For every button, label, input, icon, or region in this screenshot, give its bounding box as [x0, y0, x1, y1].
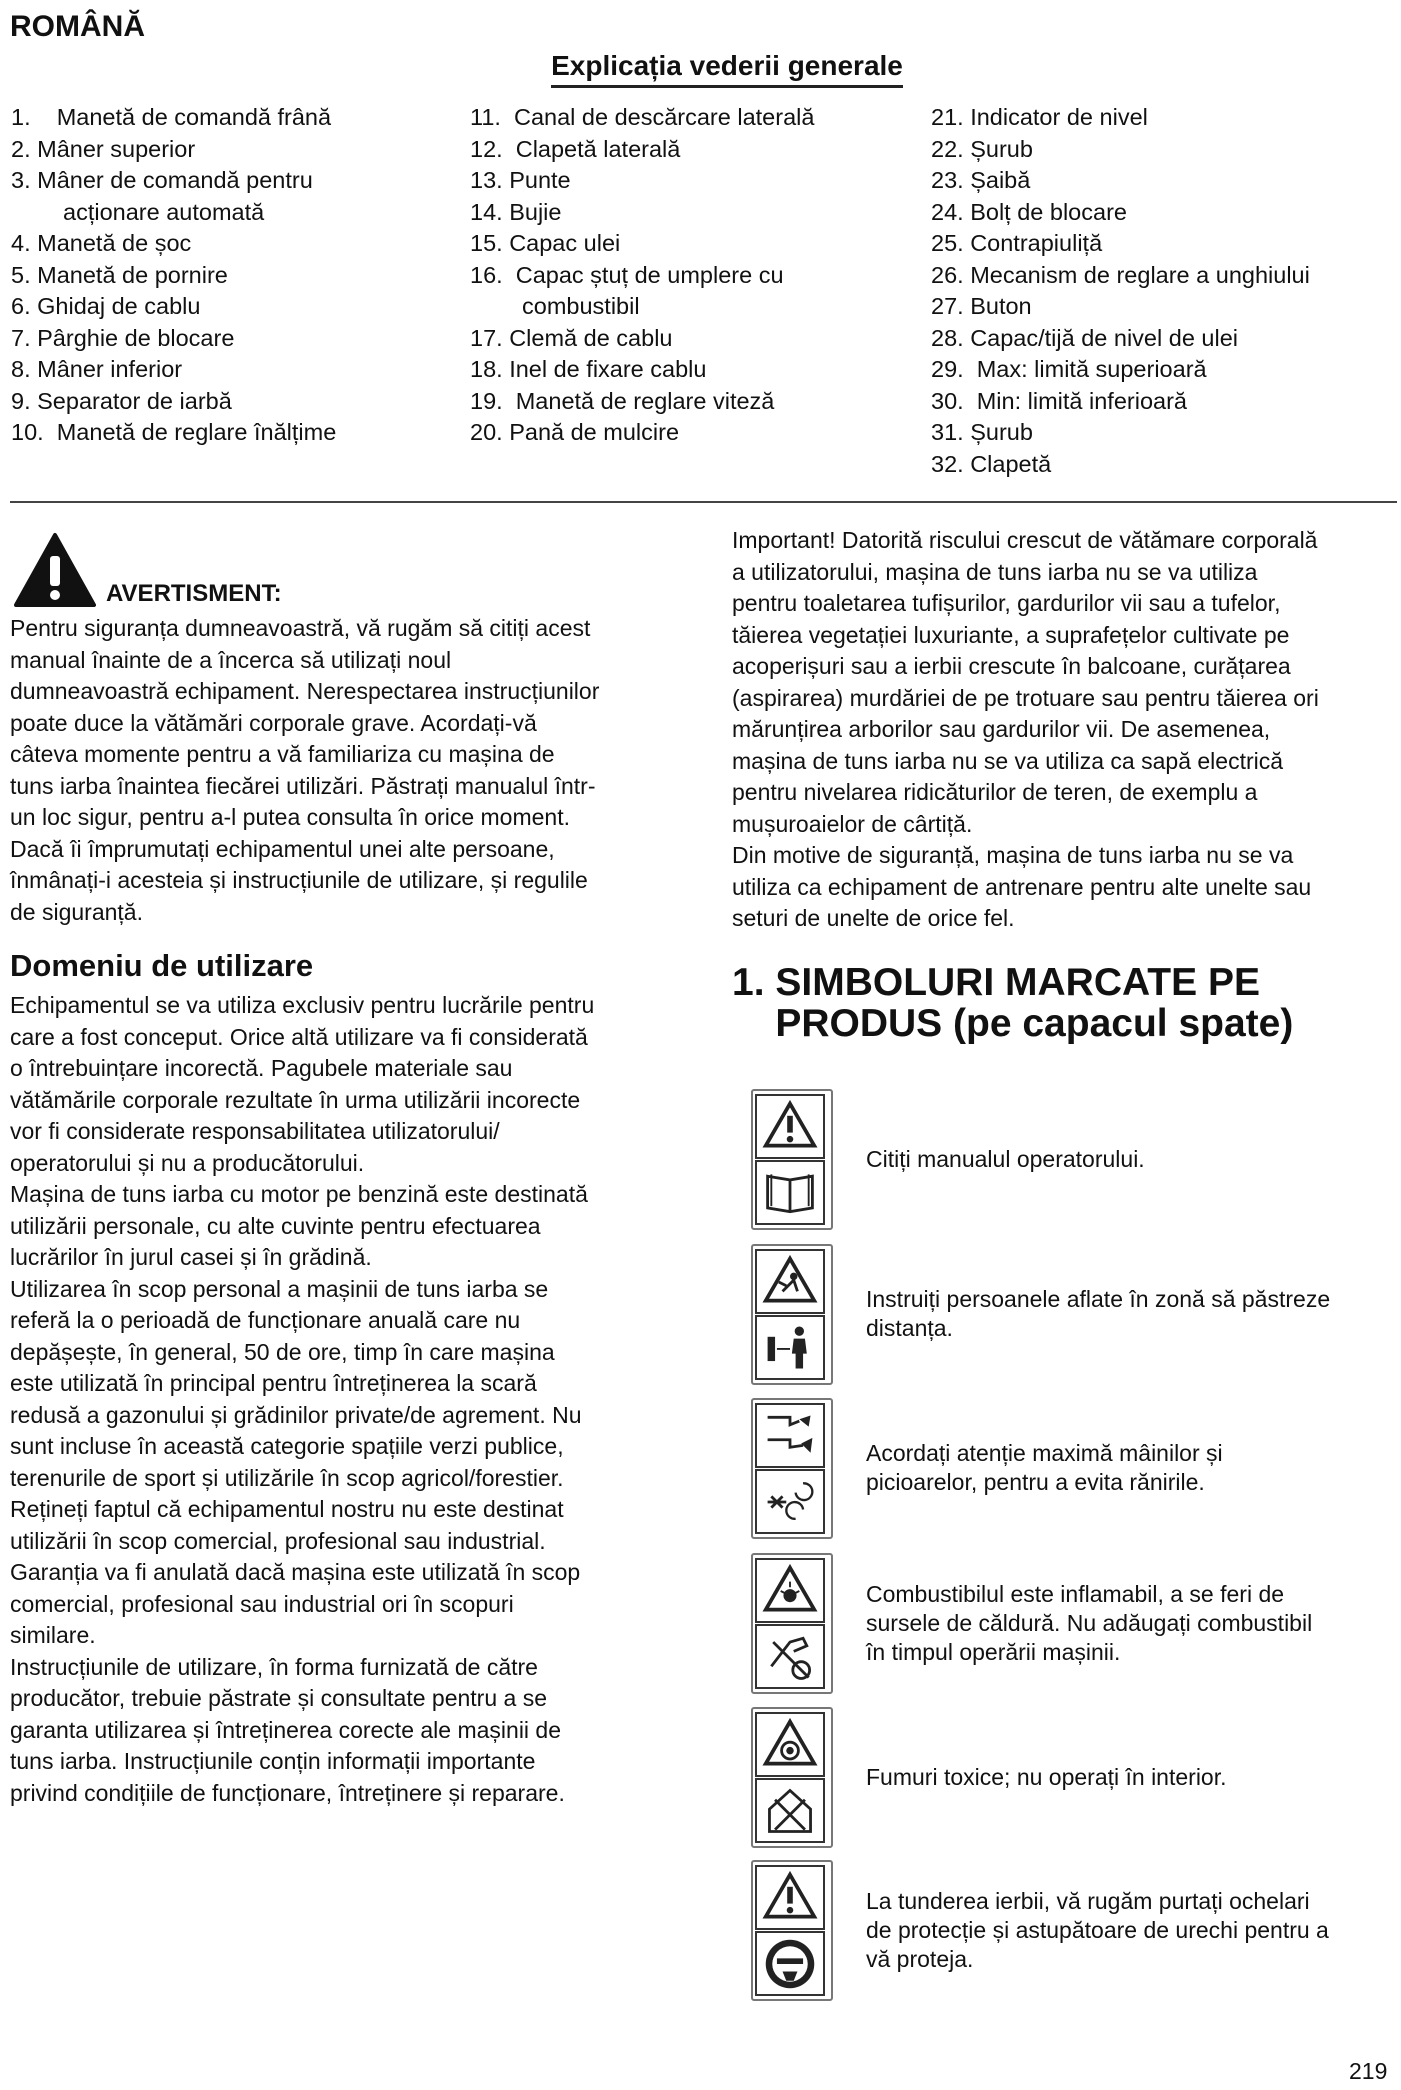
- symbol-icon-group: [751, 1553, 833, 1694]
- text-line: comercial, profesional sau industrial ori în scopuri: [10, 1590, 514, 1617]
- legend-item: 5. Manetă de pornire: [11, 261, 228, 288]
- warning-text: [10, 613, 599, 928]
- text-line: manual înainte de a încerca să utilizați noul: [10, 646, 452, 673]
- text-line: mărunțirea arborilor sau gardurilor vii. De asemenea,: [732, 716, 1271, 742]
- symbol-icon-group: [751, 1860, 833, 2001]
- text-line: dumneavoastră echipament. Nerespectarea instrucțiunilor: [10, 678, 600, 704]
- symbol-description: Citiți manualul operatorului.: [866, 1145, 1145, 1172]
- legend-item: 19. Manetă de reglare viteză: [470, 387, 775, 414]
- text-line: vor fi considerate responsabilitatea utilizatorului/: [10, 1118, 500, 1144]
- overview-title: [0, 50, 1401, 82]
- text-line: Mașina de tuns iarba cu motor pe benzină este destinată: [10, 1181, 588, 1207]
- text-line: similare.: [10, 1622, 96, 1648]
- text-line: utilizării personale, cu alte cuvinte pentru efectuarea: [10, 1212, 541, 1239]
- text-line: redusă a gazonului și grădinilor private/de agrement. Nu: [10, 1401, 582, 1428]
- text-line: poate duce la vătămări corporale grave. Acordați-vă: [10, 709, 537, 736]
- legend-item: 12. Clapetă laterală: [470, 135, 681, 162]
- no-indoor-operation-icon: [755, 1778, 825, 1843]
- legend-item: 10. Manetă de reglare înălțime: [11, 419, 337, 445]
- legend-item: 32. Clapetă: [931, 450, 1052, 477]
- legend-item: 1. Manetă de comandă frână: [11, 104, 332, 130]
- symbol-icon-group: [751, 1707, 833, 1848]
- legend-item: 2. Mâner superior: [11, 135, 196, 162]
- text-line: tuns iarba. Instrucțiunile conțin informații importante: [10, 1748, 536, 1774]
- text-line: tăierea vegetației luxuriante, a suprafețelor cultivate pe: [732, 621, 1290, 648]
- text-line: care a fost conceput. Orice altă utilizare va fi considerată: [10, 1023, 588, 1050]
- text-line: Rețineți faptul că echipamentul nostru nu este destinat: [10, 1496, 564, 1522]
- page-number: 219: [1349, 2058, 1388, 2084]
- legend-column-2: [470, 102, 814, 449]
- symbol-description: Combustibilul este inflamabil, a se feri de sursele de căldură. Nu adăugați combustibil în timpul operării mașinii.: [866, 1580, 1313, 1665]
- text-line: Utilizarea în scop personal a mașinii de tuns iarba se: [10, 1275, 549, 1302]
- legend-item: 15. Capac ulei: [470, 230, 621, 256]
- legend-item: 17. Clemă de cablu: [470, 324, 673, 351]
- text-line: seturi de unelte de orice fel.: [732, 905, 1015, 931]
- symbol-description: Fumuri toxice; nu operați în interior.: [866, 1763, 1227, 1790]
- legend-item: 7. Pârghie de blocare: [11, 324, 235, 351]
- text-line: privind condițiile de funcționare, întreținere și reparare.: [10, 1779, 565, 1806]
- text-line: vătămările corporale rezultate în urma utilizării incorecte: [10, 1086, 581, 1113]
- legend-item: 30. Min: limită inferioară: [931, 387, 1187, 414]
- text-line: garanta utilizarea și întreținerea corecte ale mașinii de: [10, 1716, 562, 1743]
- legend-item: 4. Manetă de șoc: [11, 230, 192, 256]
- text-line: sunt incluse în această categorie spațiile verzi publice,: [10, 1433, 564, 1459]
- keep-distance-icon: [755, 1315, 825, 1380]
- text-line: a utilizatorului, mașina de tuns iarba nu se va utiliza: [732, 558, 1258, 585]
- domeniu-text: [10, 990, 594, 1809]
- legend-item: 9. Separator de iarbă: [11, 387, 232, 414]
- legend-item: 23. Șaibă: [931, 167, 1031, 193]
- text-line: un loc sigur, pentru a-l putea consulta în orice moment.: [10, 804, 570, 830]
- legend-item: 24. Bolț de blocare: [931, 198, 1127, 225]
- legend-item: 25. Contrapiuliță: [931, 230, 1103, 256]
- warning-title: AVERTISMENT:: [106, 580, 282, 607]
- text-line: producător, trebuie păstrate și consultate pentru a se: [10, 1685, 547, 1711]
- legend-item: 21. Indicator de nivel: [931, 104, 1148, 130]
- text-line: de siguranță.: [10, 898, 143, 925]
- warning-triangle-icon: [755, 1865, 825, 1930]
- eye-ear-protection-icon: [755, 1931, 825, 1996]
- domeniu-heading: Domeniu de utilizare: [10, 948, 314, 983]
- symbols-heading-line-2: PRODUS (pe capacul spate): [732, 1002, 1294, 1045]
- symbol-description: Instruiți persoanele aflate în zonă să păstreze distanța.: [866, 1286, 1331, 1341]
- text-line: tuns iarba înaintea fiecărei utilizări. Păstrați manualul într-: [10, 772, 596, 799]
- text-line: este utilizată în principal pentru întreținerea la scară: [10, 1370, 537, 1396]
- text-line: (aspirarea) murdăriei de pe trotuare sau pentru tăierea ori: [732, 684, 1319, 711]
- legend-item: 28. Capac/tijă de nivel de ulei: [931, 324, 1239, 351]
- text-line: acoperișuri sau a ierbii crescute în balcoane, curățarea: [732, 653, 1291, 679]
- text-line: Garanția va fi anulată dacă mașina este utilizată în scop: [10, 1559, 581, 1585]
- hand-foot-cut-icon: [755, 1403, 825, 1468]
- text-line: Dacă îi împrumutați echipamentul unei alte persoane,: [10, 835, 555, 862]
- text-line: pentru toaletarea tufișurilor, gardurilor vii sau a tufelor,: [732, 590, 1281, 616]
- legend-item: 20. Pană de mulcire: [470, 419, 680, 445]
- text-line: terenurile de sport și utilizările în scop agricol/forestier.: [10, 1464, 564, 1491]
- legend-item: 14. Bujie: [470, 198, 562, 225]
- symbol-icon-group: [751, 1398, 833, 1539]
- legend-item: 31. Șurub: [931, 419, 1033, 445]
- text-line: pentru nivelarea ridicăturilor de teren, de exemplu a: [732, 779, 1258, 805]
- legend-item: combustibil: [522, 293, 640, 319]
- legend-column-3: [931, 102, 1310, 480]
- legend-column-1: [11, 102, 336, 449]
- legend-item: 27. Buton: [931, 293, 1032, 319]
- text-line: înmânați-i acesteia și instrucțiunile de utilizare, și regulile: [10, 867, 588, 893]
- symbols-heading-line-1: 1. SIMBOLURI MARCATE PE: [732, 961, 1260, 1004]
- text-line: o întrebuințare incorectă. Pagubele materiale sau: [10, 1055, 513, 1081]
- symbol-description: La tunderea ierbii, vă rugăm purtați ochelari de protecție și astupătoare de urechi pentru a vă proteja.: [866, 1887, 1329, 1972]
- legend-item: 13. Punte: [470, 167, 571, 193]
- legend-item: 26. Mecanism de reglare a unghiului: [931, 261, 1310, 288]
- symbol-icon-group: [751, 1244, 833, 1385]
- toxic-fumes-warning-icon: [755, 1712, 825, 1777]
- text-line: Pentru siguranța dumneavoastră, vă rugăm să citiți acest: [10, 615, 591, 641]
- text-line: referă la o perioadă de funcționare anuală care nu: [10, 1307, 521, 1333]
- legend-item: 11. Canal de descărcare laterală: [470, 104, 815, 130]
- text-line: operatorului și nu a producătorului.: [10, 1149, 365, 1176]
- symbols-heading: [732, 962, 1293, 1044]
- text-line: mușuroaielor de cârtiță.: [732, 810, 973, 837]
- language-header: ROMÂNĂ: [10, 10, 145, 43]
- text-line: depășește, în general, 50 de ore, timp în care mașina: [10, 1338, 555, 1365]
- legend-item: 16. Capac ștuț de umplere cu: [470, 261, 784, 288]
- legend-item: 18. Inel de fixare cablu: [470, 356, 707, 382]
- text-line: Instrucțiunile de utilizare, în forma furnizată de către: [10, 1653, 538, 1680]
- text-line: Important! Datorită riscului crescut de vătămare corporală: [732, 527, 1318, 553]
- text-line: Din motive de siguranță, mașina de tuns iarba nu se va: [732, 842, 1294, 868]
- text-line: câteva momente pentru a vă familiariza cu mașina de: [10, 741, 555, 767]
- warning-triangle-icon: [755, 1094, 825, 1159]
- symbol-icon-group: [751, 1089, 833, 1230]
- overview-title-text: Explicația vederii generale: [551, 50, 903, 88]
- text-line: utiliza ca echipament de antrenare pentru alte unelte sau: [732, 873, 1312, 900]
- text-line: mașina de tuns iarba nu se va utiliza ca sapă electrică: [732, 747, 1284, 774]
- rotating-blade-icon: [755, 1469, 825, 1534]
- text-line: utilizării în scop comercial, profesional sau industrial.: [10, 1527, 546, 1554]
- legend-item: acționare automată: [63, 198, 265, 225]
- legend-item: 22. Șurub: [931, 135, 1033, 162]
- thrown-objects-warning-icon: [755, 1249, 825, 1314]
- important-note-text: [732, 525, 1319, 935]
- text-line: lucrărilor în jurul casei și în grădină.: [10, 1244, 372, 1270]
- legend-item: 3. Mâner de comandă pentru: [11, 167, 313, 193]
- text-line: Echipamentul se va utiliza exclusiv pentru lucrările pentru: [10, 992, 595, 1018]
- section-divider: [10, 501, 1397, 503]
- no-refuel-running-icon: [755, 1624, 825, 1689]
- legend-item: 8. Mâner inferior: [11, 356, 183, 382]
- warning-triangle-icon: [14, 532, 96, 608]
- manual-book-icon: [755, 1160, 825, 1225]
- flammable-warning-icon: [755, 1558, 825, 1623]
- legend-item: 6. Ghidaj de cablu: [11, 293, 201, 319]
- legend-item: 29. Max: limită superioară: [931, 356, 1207, 382]
- symbol-description: Acordați atenție maximă mâinilor și picioarelor, pentru a evita rănirile.: [866, 1440, 1223, 1495]
